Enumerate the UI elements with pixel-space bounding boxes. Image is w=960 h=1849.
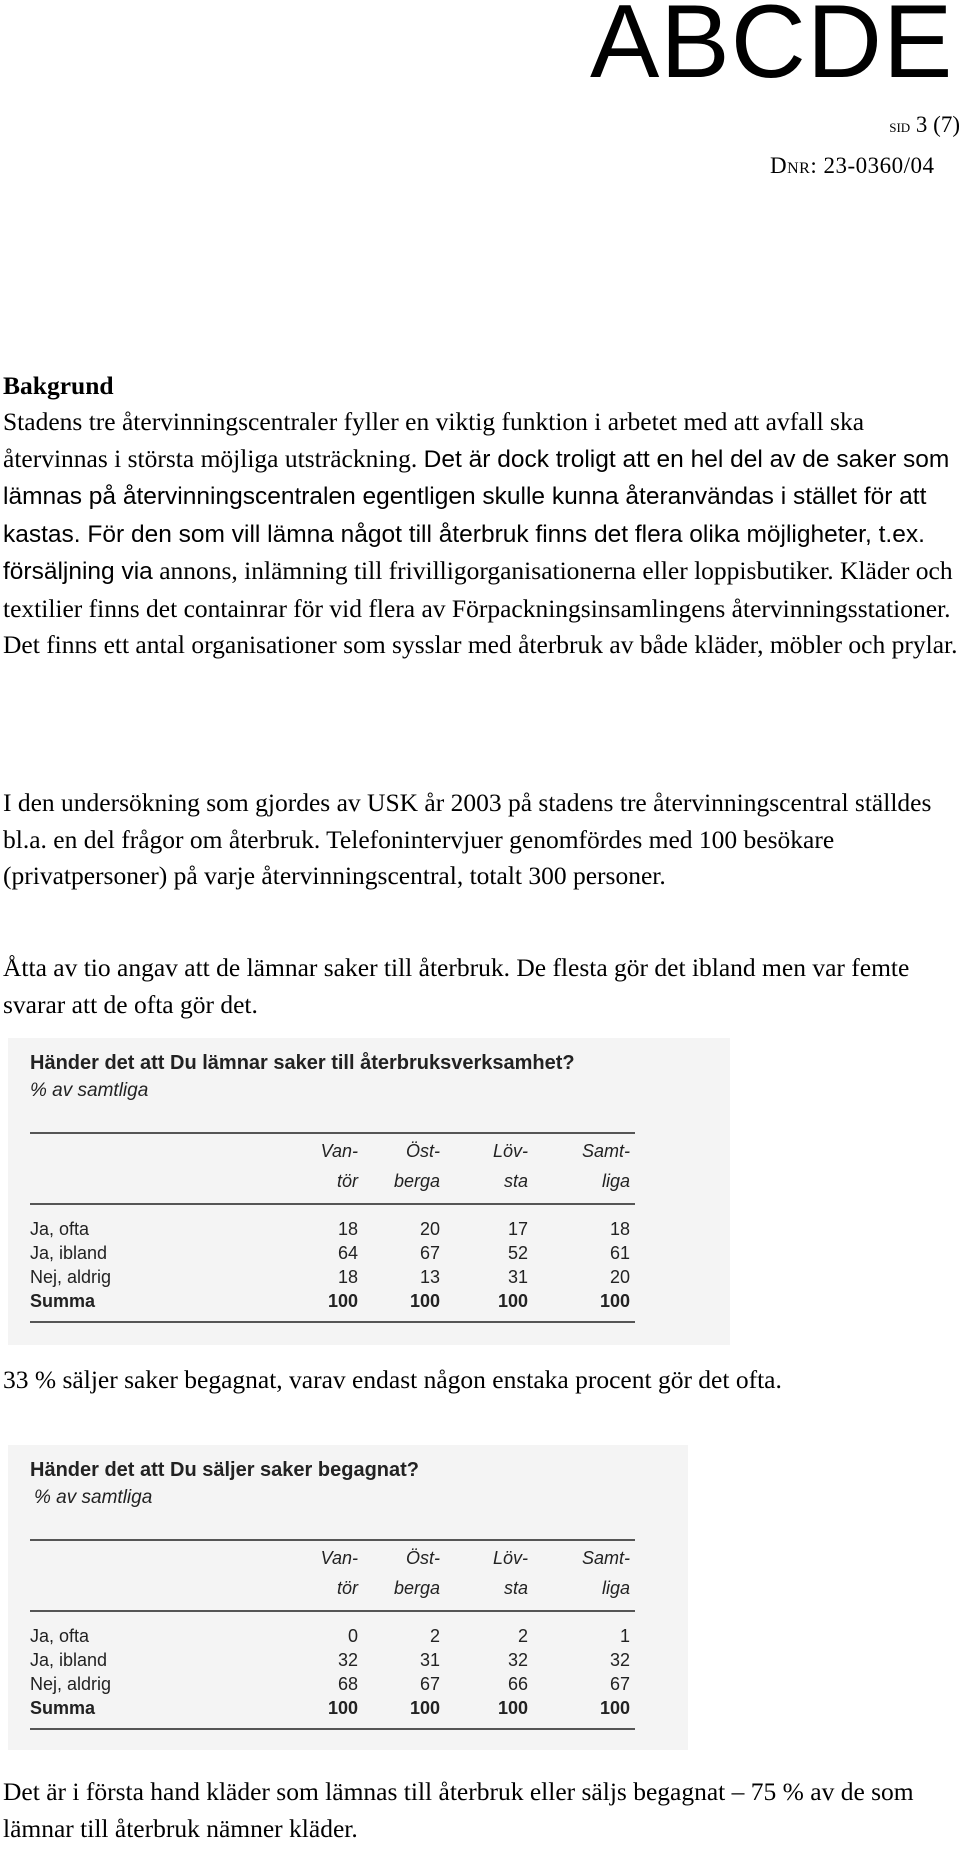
document-number: Dnr: 23-0360/04 xyxy=(770,153,935,178)
column-header: Van- tör xyxy=(320,1141,358,1191)
table-rule xyxy=(30,1132,635,1134)
paragraph-4: 33 % säljer saker begagnat, varav endast någon enstaka procent gör det ofta. xyxy=(3,1365,782,1394)
page-prefix: sid xyxy=(889,116,911,137)
column-header: Öst- berga xyxy=(393,1548,440,1598)
page-count: 3 (7) xyxy=(915,112,960,137)
table-rule xyxy=(30,1203,635,1205)
company-logo: ABCDE xyxy=(590,0,954,100)
table-lamnar-aterbruk: Händer det att Du lämnar saker till återbruksverksamhet? % av samtliga Van- tör Öst- berga Löv- sta Samt- liga Ja, ofta 18 20 17 18 Ja, ibland 64 67 52 61 Nej, aldrig 18 13 31 20 Summa 100 100 100 100 xyxy=(8,1038,730,1345)
paragraph-1-sans: Det är dock troligt att en hel del av de saker som lämnas på återvinningscentralen egentligen skulle kunna återanvändas i stället för att kastas. För den som vill lämna något till återbruk finns det flera olika möjligheter, t.ex. försäljning via xyxy=(3,445,950,585)
table-rule xyxy=(30,1728,635,1730)
table-subtitle: % av samtliga xyxy=(30,1080,149,1101)
paragraph-3: Åtta av tio angav att de lämnar saker till återbruk. De flesta gör det ibland men var femte svarar att de ofta gör det. xyxy=(3,953,910,1019)
table-rule xyxy=(30,1539,635,1541)
column-header: Samt- liga xyxy=(581,1548,630,1598)
table-title: Händer det att Du säljer saker begagnat? xyxy=(30,1459,420,1481)
table-title: Händer det att Du lämnar saker till återbruksverksamhet? xyxy=(30,1052,575,1074)
paragraph-1-serif-a: Stadens tre återvinningscentraler fyller en viktig funktion i arbetet med att avfall ska återvinnas i största möjliga utsträckning. xyxy=(3,407,865,473)
table-saljer-begagnat: Händer det att Du säljer saker begagnat? % av samtliga Van- tör Öst- berga Löv- sta Samt- liga Ja, ofta 0 2 2 1 Ja, ibland 32 31 32 32 Nej, aldrig 68 67 66 67 Summa 100 100 100 100 xyxy=(8,1445,688,1750)
column-header: Samt- liga xyxy=(581,1141,630,1191)
paragraph-2: I den undersökning som gjordes av USK år 2003 på stadens tre återvinningscentral ställdes bl.a. en del frågor om återbruk. Telefonintervjuer genomfördes med 100 besökare (privatpersoner) på varje återvinningscentral, totalt 300 personer. xyxy=(3,788,932,890)
column-header: Öst- berga xyxy=(393,1141,440,1191)
paragraph-1-serif-b: annons, inlämning till frivilligorganisationerna eller loppisbutiker. Kläder och textilier finns det containrar för vid flera av Förpackningsinsamlingens återvinningsstationer. Det finns ett antal organisationer som sysslar med återbruk av både kläder, möbler och prylar. xyxy=(3,556,958,659)
paragraph-5: Det är i första hand kläder som lämnas till återbruk eller säljs begagnat – 75 % av de som lämnar till återbruk nämner kläder. xyxy=(3,1777,914,1843)
table-subtitle: % av samtliga xyxy=(34,1487,153,1508)
page-number xyxy=(889,112,960,138)
section-heading: Bakgrund xyxy=(3,371,114,400)
table-rule xyxy=(30,1610,635,1612)
table-rule xyxy=(30,1321,635,1323)
column-header: Löv- sta xyxy=(492,1141,528,1191)
column-header: Löv- sta xyxy=(492,1548,528,1598)
column-header: Van- tör xyxy=(320,1548,358,1598)
paragraph-1 xyxy=(3,404,958,664)
